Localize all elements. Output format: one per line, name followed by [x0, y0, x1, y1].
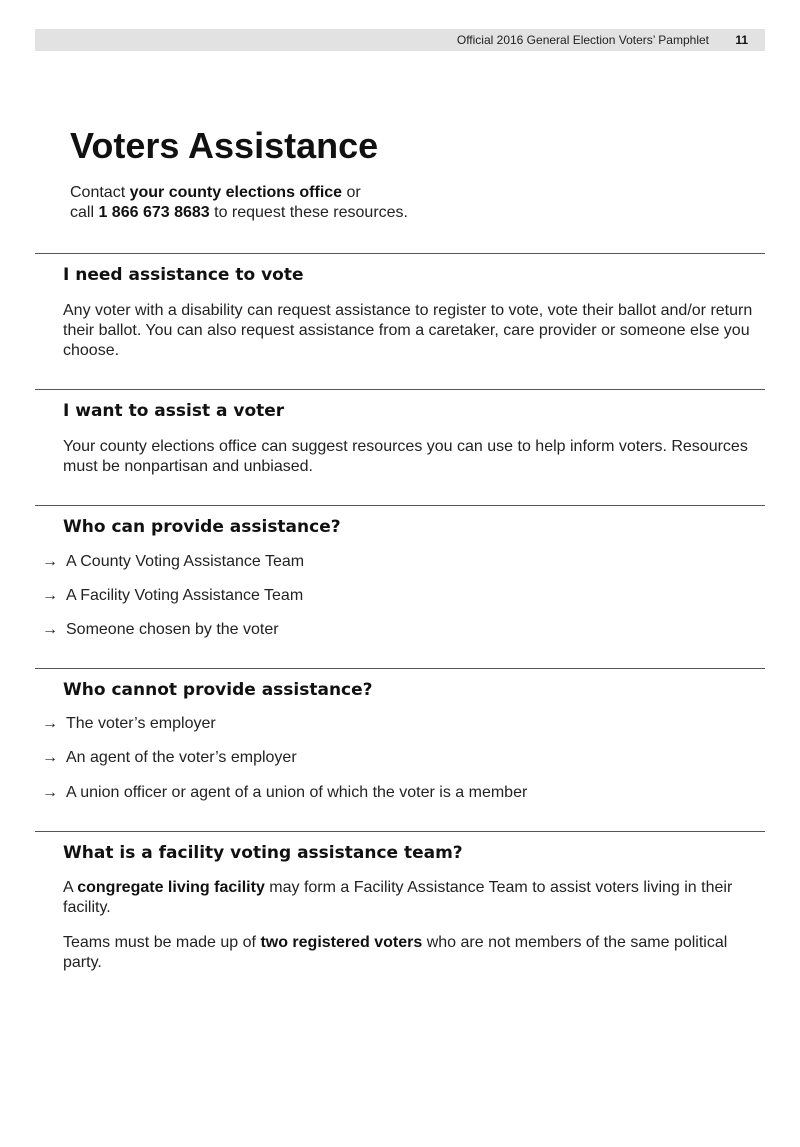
section-heading-need-assistance: I need assistance to vote — [63, 265, 304, 285]
list-item: → An agent of the voter’s employer — [42, 749, 297, 766]
arrow-right-icon: → — [42, 621, 58, 638]
section-divider — [35, 831, 765, 832]
section-heading-who-can: Who can provide assistance? — [63, 517, 341, 537]
phone-number: 1 866 673 8683 — [98, 204, 210, 221]
list-item: → The voter’s employer — [42, 715, 216, 732]
section-divider — [35, 668, 765, 669]
intro-line-2: call 1 866 673 8683 to request these resources. — [70, 204, 408, 221]
list-item: → Someone chosen by the voter — [42, 621, 279, 638]
section-body-assist-voter: Your county elections office can suggest resources you can use to help inform voters. Resources must be nonpartisan and unbiased. — [63, 438, 748, 475]
section-divider — [35, 505, 765, 506]
arrow-right-icon: → — [42, 587, 58, 604]
section-heading-assist-voter: I want to assist a voter — [63, 401, 285, 421]
arrow-right-icon: → — [42, 784, 58, 801]
section-body-facility-team-2: Teams must be made up of two registered voters who are not members of the same political party. — [63, 934, 728, 971]
section-heading-facility-team: What is a facility voting assistance team? — [63, 843, 463, 863]
congregate-facility-emphasis: congregate living facility — [77, 879, 265, 896]
section-divider — [35, 389, 765, 390]
arrow-right-icon: → — [42, 553, 58, 570]
registered-voters-emphasis: two registered voters — [260, 934, 423, 951]
county-office-emphasis: your county elections office — [129, 184, 343, 201]
section-body-need-assistance: Any voter with a disability can request assistance to register to vote, vote their ballot and/or return their ballot. You can also request assistance from a caretaker, care provider or someone else you choose. — [63, 302, 753, 359]
section-divider — [35, 253, 765, 254]
page-number: 11 — [735, 33, 748, 47]
page-title: Voters Assistance — [70, 125, 379, 166]
list-item: → A Facility Voting Assistance Team — [42, 587, 304, 604]
section-heading-who-cannot: Who cannot provide assistance? — [63, 680, 373, 700]
pamphlet-title: Official 2016 General Election Voters’ Pamphlet — [456, 33, 709, 47]
arrow-right-icon: → — [42, 749, 58, 766]
arrow-right-icon: → — [42, 715, 58, 732]
page-header — [35, 29, 765, 51]
list-item: → A union officer or agent of a union of which the voter is a member — [42, 784, 528, 801]
intro-text — [70, 183, 408, 223]
section-body-facility-team-1: A congregate living facility may form a Facility Assistance Team to assist voters living in their facility. — [63, 879, 733, 916]
intro-line-1: Contact your county elections office or — [70, 184, 361, 201]
list-item: → A County Voting Assistance Team — [42, 553, 305, 570]
